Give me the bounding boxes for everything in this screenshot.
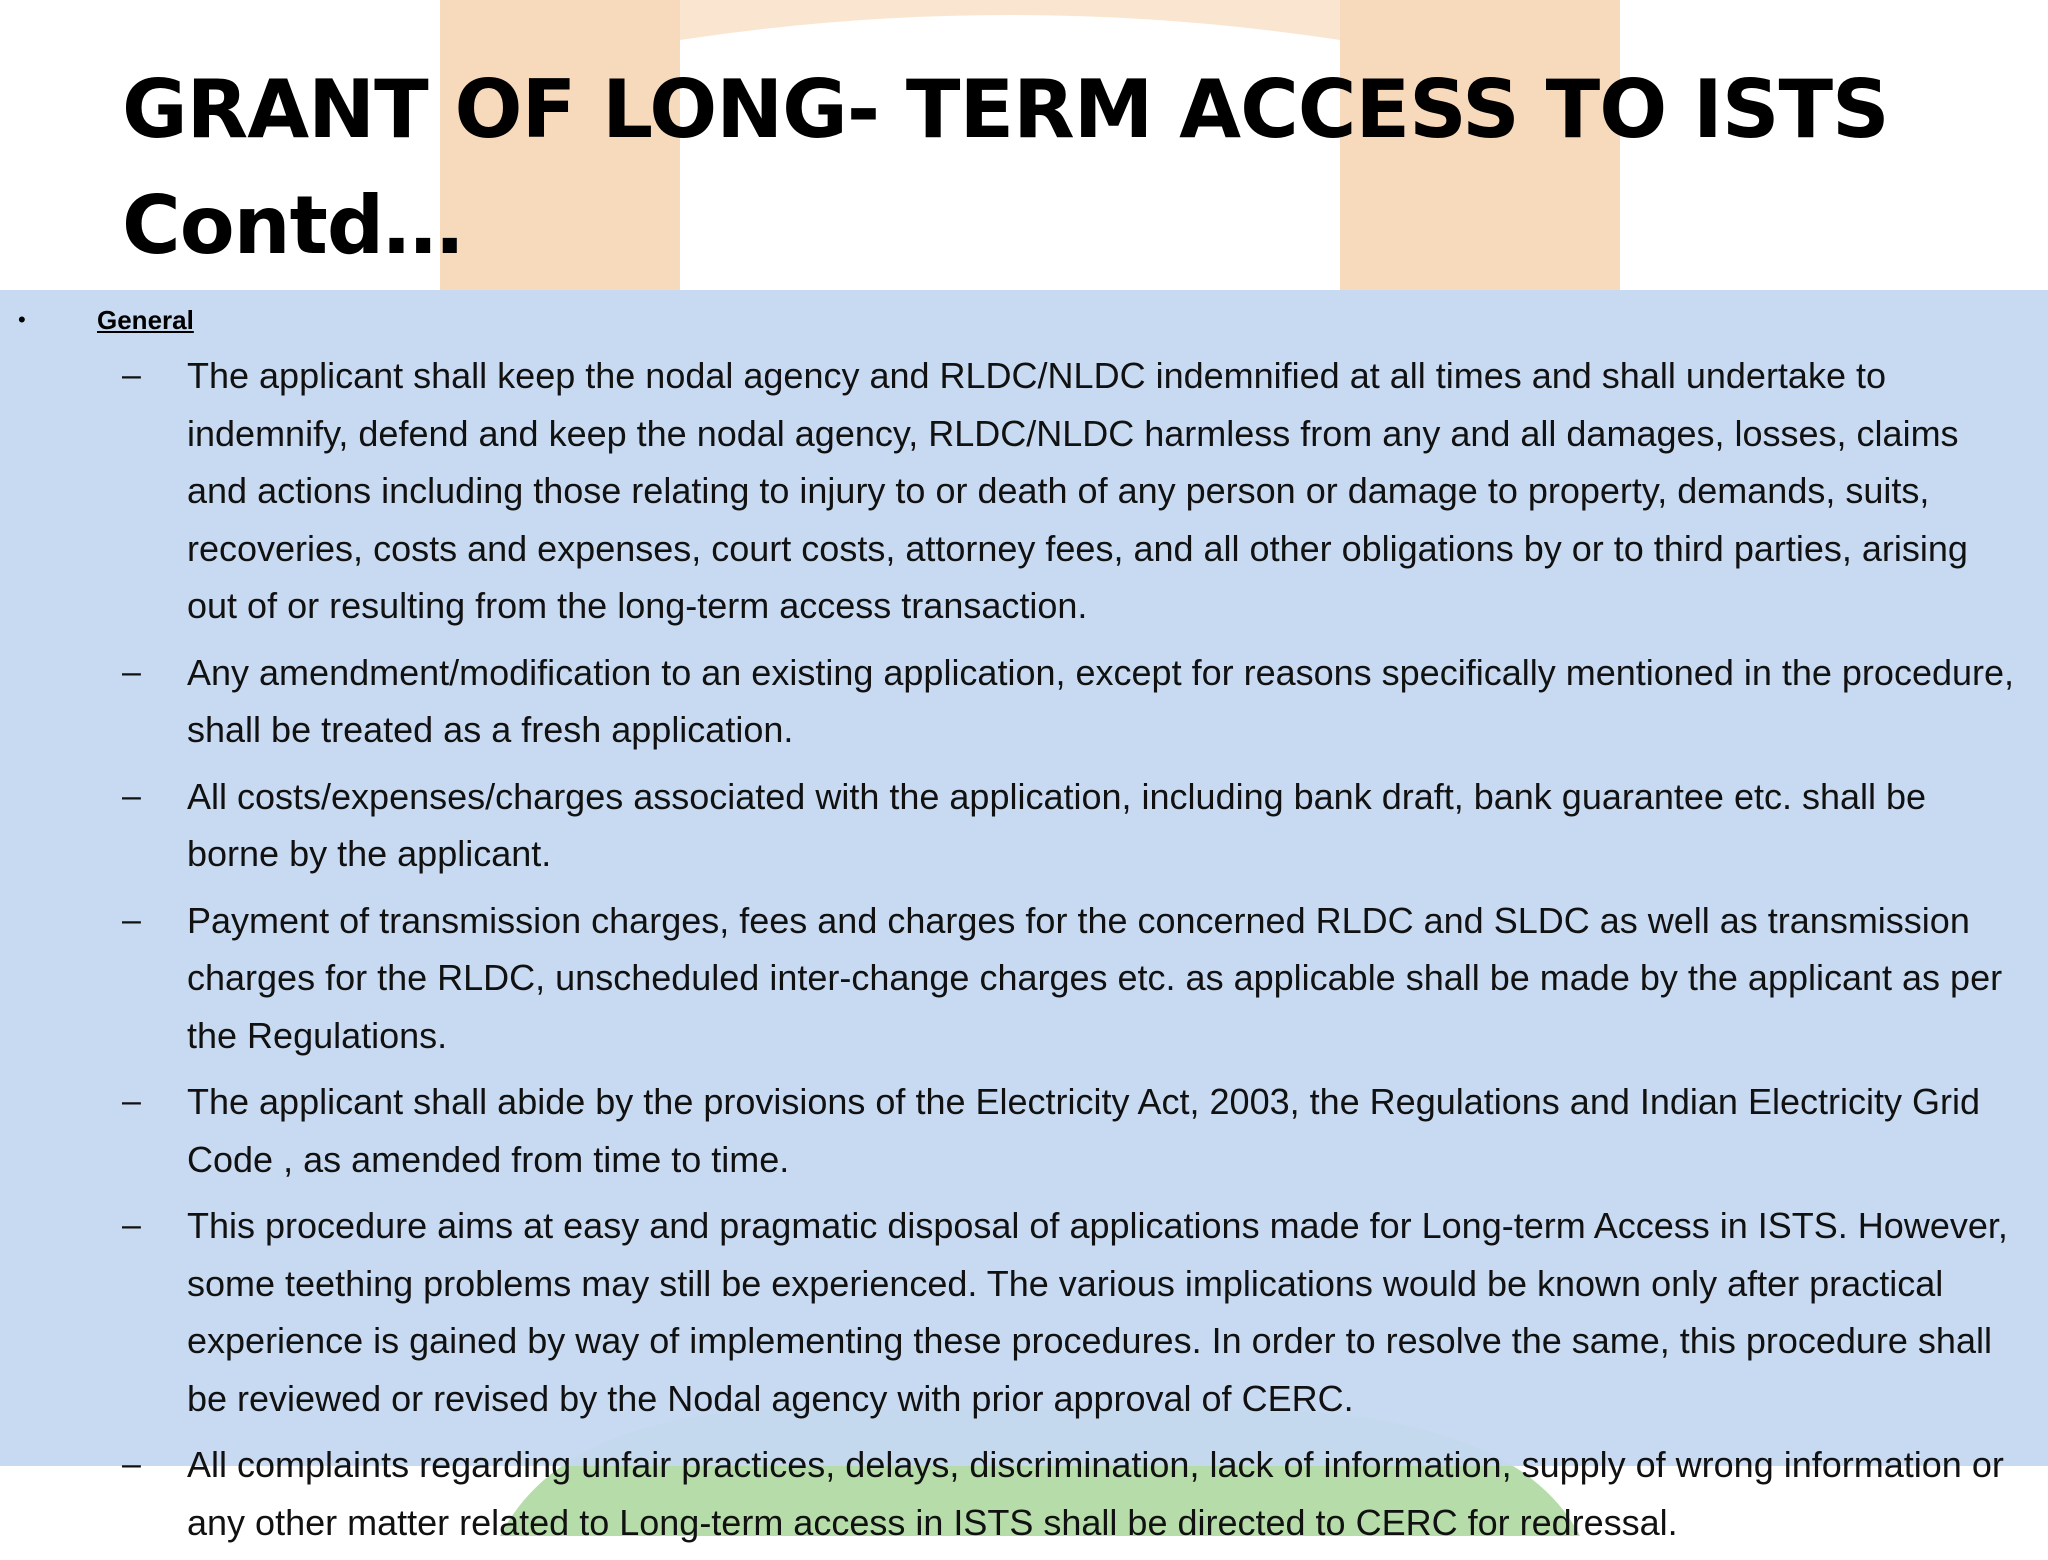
dash-marker: – <box>122 1445 141 1483</box>
dash-marker: – <box>122 356 141 394</box>
title-block <box>122 52 1982 284</box>
slide-content <box>0 300 2048 1560</box>
list-item <box>0 892 2048 1065</box>
list-item <box>0 347 2048 635</box>
dash-marker: – <box>122 652 141 691</box>
dash-marker: – <box>122 1082 141 1120</box>
item-list <box>0 347 2048 1551</box>
list-item <box>0 1436 2048 1551</box>
item-text: Payment of transmission charges, fees and charges for the concerned RLDC and SLDC as well as transmission charges for the RLDC, unscheduled inter-change charges etc. as applicable shall be made by the applicant as per the Regulations. <box>187 899 2003 1056</box>
dash-marker: – <box>122 900 141 939</box>
watermark-orange-arch-top <box>680 0 1340 40</box>
section-heading-row <box>0 300 2048 342</box>
dash-marker: – <box>122 1206 141 1244</box>
item-text: The applicant shall abide by the provisions of the Electricity Act, 2003, the Regulations and Indian Electricity Grid Code , as amended from time to time. <box>187 1081 1980 1180</box>
list-item <box>0 768 2048 883</box>
item-text: All costs/expenses/charges associated with the application, including bank draft, bank guarantee etc. shall be borne by the applicant. <box>187 775 1927 874</box>
bullet-marker: • <box>18 307 26 332</box>
item-text: The applicant shall keep the nodal agency and RLDC/NLDC indemnified at all times and shall undertake to indemnify, defend and keep the nodal agency, RLDC/NLDC harmless from any and all damages, losses, claims and actions including those relating to injury to or death of any person or damage to property, demands, suits, recoveries, costs and expenses, court costs, attorney fees, and all other obligations by or to third parties, arising out of or resulting from the long-term access transaction. <box>187 355 1968 626</box>
list-item <box>0 1197 2048 1427</box>
item-text: All complaints regarding unfair practices, delays, discrimination, lack of information, supply of wrong information or any other matter related to Long-term access in ISTS shall be directed to CERC for redressal. <box>187 1444 2004 1543</box>
item-text: Any amendment/modification to an existing application, except for reasons specifically mentioned in the procedure, shall be treated as a fresh application. <box>187 651 2015 750</box>
dash-marker: – <box>122 776 141 815</box>
section-heading: General <box>97 305 194 335</box>
slide-title: GRANT OF LONG- TERM ACCESS TO ISTS Contd… <box>122 63 1889 272</box>
list-item <box>0 1073 2048 1188</box>
item-text: This procedure aims at easy and pragmatic disposal of applications made for Long-term Access in ISTS. However, some teething problems may still be experienced. The various implications would be known only after practical experience is gained by way of implementing these procedures. In order to resolve the same, this procedure shall be reviewed or revised by the Nodal agency with prior approval of CERC. <box>187 1205 2008 1419</box>
list-item <box>0 644 2048 759</box>
